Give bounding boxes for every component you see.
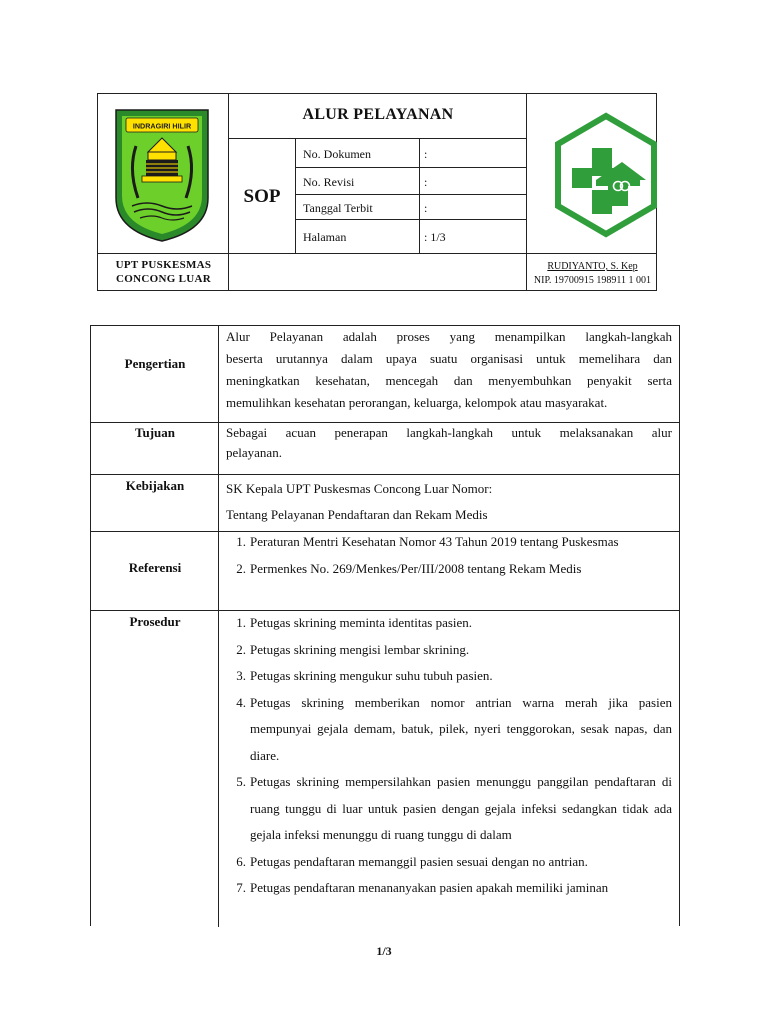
document-title: ALUR PELAYANAN: [302, 106, 454, 123]
kebijakan-text: [226, 476, 672, 528]
tujuan-line: Sebagai acuan penerapan langkah-langkah untuk melaksanakan alur: [226, 425, 672, 440]
kebijakan-line: Tentang Pelayanan Pendaftaran dan Rekam Medis: [226, 507, 488, 522]
list-item: 5. Petugas skrining mempersilahkan pasien menunggu panggilan pendaftaran di ruang tunggu di luar untuk pasien dengan gejala infeksi sedangkan tidak ada gejala infeksi menunggu di ruang tunggu di dalam: [236, 774, 672, 842]
page-number: 1/3: [376, 944, 392, 958]
logo-banner-text: INDRAGIRI HILIR: [132, 121, 192, 131]
label-prosedur: Prosedur: [129, 614, 181, 629]
referensi-list: [226, 529, 672, 582]
divider: [91, 474, 679, 475]
meta-label-tanggal-terbit: Tanggal Terbit: [303, 201, 373, 215]
signatory-name: RUDIYANTO, S. Kep: [547, 261, 638, 272]
pengertian-line: Alur Pelayanan adalah proses yang menampilkan langkah-langkah: [226, 329, 672, 344]
meta-label-no-revisi: No. Revisi: [303, 175, 355, 189]
label-pengertian: Pengertian: [124, 356, 186, 371]
list-item: 6. Petugas pendaftaran memanggil pasien sesuai dengan no antrian.: [236, 853, 588, 869]
label-referensi: Referensi: [128, 560, 182, 575]
divider: [295, 194, 526, 195]
pengertian-text: [226, 326, 672, 414]
org-line-2: CONCONG LUAR: [116, 273, 211, 285]
list-item: 2. Permenkes No. 269/Menkes/Per/III/2008 tentang Rekam Medis: [236, 560, 582, 576]
prosedur-list: [226, 610, 672, 902]
divider: [295, 219, 526, 220]
pengertian-line: memulihkan kesehatan perorangan, keluarga, kelompok atau masyarakat.: [226, 395, 608, 410]
tujuan-text: [226, 423, 672, 463]
signatory: [527, 260, 658, 288]
indragiri-hilir-emblem-logo: [112, 106, 212, 244]
divider: [98, 253, 656, 254]
meta-value-tanggal-terbit: :: [424, 201, 428, 215]
label-kebijakan: Kebijakan: [125, 478, 185, 493]
meta-label-no-dokumen: No. Dokumen: [303, 147, 371, 161]
divider: [295, 167, 526, 168]
meta-value-halaman: : 1/3: [424, 230, 446, 244]
label-tujuan: Tujuan: [135, 425, 175, 440]
org-line-1: UPT PUSKESMAS: [115, 259, 212, 271]
list-item: 1. Petugas skrining meminta identitas pasien.: [236, 615, 473, 630]
divider: [419, 138, 420, 253]
prosedur-list-wrap: [226, 610, 672, 902]
list-item: 7. Petugas pendaftaran menananyakan pasien apakah memiliki jaminan: [236, 880, 609, 895]
meta-value-no-revisi: :: [424, 175, 428, 189]
pengertian-line: beserta urutannya dalam upaya suatu organisasi untuk memelihara dan: [226, 351, 672, 366]
meta-label-halaman: Halaman: [303, 230, 347, 244]
divider: [295, 138, 296, 253]
list-item: 2. Petugas skrining mengisi lembar skrining.: [236, 641, 470, 657]
list-item: 1. Peraturan Mentri Kesehatan Nomor 43 Tahun 2019 tentang Puskesmas: [236, 534, 619, 549]
pengertian-line: meningkatkan kesehatan, mencegah dan menyembuhkan penyakit serta: [226, 373, 672, 388]
document-header: [97, 93, 657, 291]
sop-label: SOP: [243, 186, 281, 207]
referensi-list-wrap: [226, 529, 672, 582]
tujuan-line: pelayanan.: [226, 445, 282, 460]
meta-value-no-dokumen: :: [424, 147, 428, 161]
sop-content-table: [90, 325, 680, 926]
list-item: 4. Petugas skrining memberikan nomor antrian warna merah jika pasien mempunyai gejala demam, batuk, pilek, nyeri tenggorokan, sesak napas, dan diare.: [236, 694, 672, 763]
kebijakan-line: SK Kepala UPT Puskesmas Concong Luar Nomor:: [226, 481, 493, 496]
list-item: 3. Petugas skrining mengukur suhu tubuh pasien.: [236, 668, 493, 683]
organization-name: [98, 258, 229, 286]
divider: [228, 138, 526, 139]
signatory-nip: NIP. 19700915 198911 1 001: [533, 275, 652, 286]
puskesmas-logo: [550, 110, 662, 240]
